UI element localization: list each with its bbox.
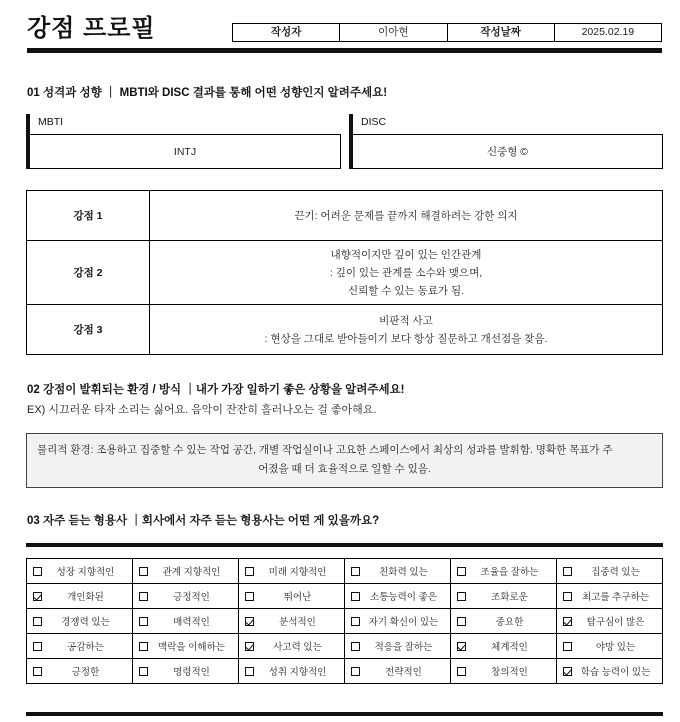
checkbox-icon[interactable] [563,567,572,576]
adjective-cell[interactable] [345,609,451,634]
adjective-cell-inner [349,584,446,608]
header-divider [27,48,662,53]
checkbox-icon[interactable] [139,617,148,626]
adjective-cell[interactable] [557,634,663,659]
adjective-label: 야망 있는 [595,642,636,653]
meta-value-date[interactable]: 2025.02.19 [554,24,661,42]
adjective-label: 성취 지향적인 [268,667,327,678]
checkbox-icon[interactable] [457,617,466,626]
adjective-label: 소통능력이 좋은 [370,592,437,603]
adjective-cell[interactable] [239,659,345,684]
adjective-label: 관계 지향적인 [162,567,221,578]
adjective-cell-inner [243,609,340,633]
adjective-grid-bottom-divider [26,712,663,716]
strength-3-key: 강점 3 [27,305,150,355]
section-02-heading: 02 강점이 발휘되는 환경 / 방식 ｜내가 가장 일하기 좋은 상황을 알려주세요! [27,384,405,396]
adjective-cell[interactable] [27,559,133,584]
checkbox-icon[interactable] [139,567,148,576]
checkbox-icon[interactable] [245,567,254,576]
adjective-cell-inner [31,659,128,683]
adjective-label: 전략적인 [385,667,422,678]
checkbox-checked-icon[interactable] [245,642,254,651]
checkbox-checked-icon[interactable] [563,617,572,626]
adjective-cell-inner [31,609,128,633]
adjective-cell-inner [455,659,552,683]
strengths-table [26,190,663,355]
checkbox-checked-icon[interactable] [33,592,42,601]
strength-3-line-1: 비판적 사고 [379,314,433,327]
checkbox-icon[interactable] [33,617,42,626]
adjective-checkbox-grid [26,558,663,684]
table-row [27,305,663,355]
strength-1-line-1: 끈기: 어려운 문제를 끝까지 해결하려는 강한 의지 [294,209,518,222]
adjective-cell-inner [31,634,128,658]
strength-2-line-3: 신뢰할 수 있는 동료가 됨. [347,284,465,297]
adjective-cell-inner [137,609,234,633]
adjective-cell[interactable] [133,609,239,634]
adjective-cell-inner [349,659,446,683]
adjective-label: 미래 지향적인 [268,567,327,578]
adjective-label: 맥락을 이해하는 [158,642,225,653]
checkbox-icon[interactable] [563,642,572,651]
adjective-cell-inner [455,559,552,583]
adjective-cell[interactable] [27,634,133,659]
adjective-label: 명령적인 [173,667,210,678]
adjective-label: 적응을 잘하는 [374,642,433,653]
adjective-cell-inner [243,634,340,658]
strength-2-key: 강점 2 [27,241,150,305]
checkbox-icon[interactable] [33,567,42,576]
adjective-cell-inner [243,584,340,608]
adjective-grid-top-divider [26,543,663,547]
adjective-cell[interactable] [345,559,451,584]
adjective-label: 친화력 있는 [379,567,428,578]
adjective-label: 최고를 추구하는 [582,592,649,603]
adjective-cell[interactable] [239,559,345,584]
strength-2-value[interactable] [150,241,663,305]
adjective-label: 조화로운 [491,592,528,603]
adjective-cell[interactable] [451,584,557,609]
checkbox-checked-icon[interactable] [563,667,572,676]
adjective-label: 집중력 있는 [591,567,640,578]
checkbox-icon[interactable] [457,592,466,601]
table-row [27,191,663,241]
adjective-label: 공감하는 [67,642,104,653]
checkbox-icon[interactable] [245,592,254,601]
checkbox-icon[interactable] [245,667,254,676]
adjective-cell[interactable] [239,584,345,609]
checkbox-icon[interactable] [351,667,360,676]
adjective-cell-inner [349,609,446,633]
document-meta-table [232,23,662,42]
disc-box [349,114,663,169]
personality-pair-group [26,114,663,169]
adjective-cell[interactable] [133,559,239,584]
adjective-cell-inner [455,634,552,658]
adjective-label: 성장 지향적인 [56,567,115,578]
adjective-label: 학습 능력이 있는 [580,667,651,678]
adjective-cell-inner [561,609,658,633]
adjective-cell-inner [137,659,234,683]
strength-3-value[interactable] [150,305,663,355]
adjective-label: 사고력 있는 [273,642,322,653]
checkbox-icon[interactable] [139,642,148,651]
adjective-cell[interactable] [345,634,451,659]
checkbox-icon[interactable] [351,642,360,651]
adjective-cell-inner [137,584,234,608]
adjective-cell-inner [243,659,340,683]
adjective-label: 매력적인 [173,617,210,628]
adjective-cell[interactable] [557,609,663,634]
checkbox-icon[interactable] [139,667,148,676]
adjective-label: 경쟁력 있는 [61,617,110,628]
adjective-cell[interactable] [557,559,663,584]
adjective-cell[interactable] [451,609,557,634]
strength-2-line-2: : 깊이 있는 관계를 소수와 맺으며, [329,266,483,279]
checkbox-icon[interactable] [33,642,42,651]
checkbox-icon[interactable] [563,592,572,601]
adjective-cell-inner [349,559,446,583]
checkbox-icon[interactable] [351,617,360,626]
strength-2-line-1: 내향적이지만 깊이 있는 인간관계 [330,248,482,261]
checkbox-icon[interactable] [139,592,148,601]
adjective-cell-inner [561,634,658,658]
page-title: 강점 프로필 [27,15,156,42]
table-row [27,559,663,584]
checkbox-icon[interactable] [351,567,360,576]
adjective-cell[interactable] [133,659,239,684]
mbti-label: MBTI [38,116,64,128]
adjective-cell[interactable] [557,659,663,684]
checkbox-icon[interactable] [457,667,466,676]
checkbox-checked-icon[interactable] [245,617,254,626]
adjective-cell-inner [349,634,446,658]
disc-value[interactable]: 신중형 © [353,134,663,169]
adjective-cell[interactable] [557,584,663,609]
adjective-cell[interactable] [27,609,133,634]
environment-answer-line-1: 물리적 환경: 조용하고 집중할 수 있는 작업 공간, 개별 작업실이나 고요한 스페이스에서 최상의 성과를 발휘함. 명확한 목표가 주 [37,444,613,456]
adjective-cell[interactable] [27,584,133,609]
section-02-example: EX) 시끄러운 타자 소리는 싫어요. 음악이 잔잔히 흘러나오는 걸 좋아해요. [27,404,377,416]
adjective-cell[interactable] [133,634,239,659]
adjective-cell[interactable] [27,659,133,684]
adjective-cell-inner [31,559,128,583]
adjective-label: 뛰어난 [283,592,312,603]
adjective-cell[interactable] [133,584,239,609]
environment-answer-box[interactable] [26,433,663,488]
table-row [27,659,663,684]
strength-3-line-2: : 현상을 그대로 받아들이기 보다 항상 질문하고 개선점을 찾음. [264,332,548,345]
adjective-cell-inner [455,609,552,633]
checkbox-icon[interactable] [33,667,42,676]
document-header [0,0,680,58]
meta-label-date: 작성날짜 [447,24,554,42]
mbti-value[interactable]: INTJ [30,134,341,169]
adjective-label: 창의적인 [491,667,528,678]
strength-1-value[interactable] [150,191,663,241]
section-03-heading: 03 자주 듣는 형용사 ｜회사에서 자주 듣는 형용사는 어떤 게 있을까요? [27,515,380,527]
adjective-cell-inner [31,584,128,608]
checkbox-icon[interactable] [351,592,360,601]
adjective-cell[interactable] [345,659,451,684]
strength-1-key: 강점 1 [27,191,150,241]
adjective-cell-inner [243,559,340,583]
checkbox-checked-icon[interactable] [457,642,466,651]
environment-answer-line-2: 어졌을 때 더 효율적으로 일할 수 있음. [258,463,431,475]
adjective-cell-inner [455,584,552,608]
table-row [27,634,663,659]
adjective-label: 자기 확신이 있는 [368,617,439,628]
adjective-cell[interactable] [451,634,557,659]
adjective-cell-inner [137,559,234,583]
adjective-cell[interactable] [345,584,451,609]
adjective-cell-inner [561,584,658,608]
adjective-label: 조율을 잘하는 [480,567,539,578]
table-row [233,24,662,42]
adjective-label: 개인화된 [67,592,104,603]
meta-value-author[interactable]: 이아현 [340,24,447,42]
adjective-cell-inner [137,634,234,658]
table-row [27,584,663,609]
adjective-cell[interactable] [451,559,557,584]
adjective-cell[interactable] [239,609,345,634]
adjective-label: 탐구심이 많은 [586,617,645,628]
meta-label-author: 작성자 [233,24,340,42]
mbti-box [26,114,341,169]
adjective-label: 중요한 [495,617,524,628]
adjective-cell-inner [561,559,658,583]
adjective-label: 긍정한 [71,667,100,678]
checkbox-icon[interactable] [457,567,466,576]
table-row [27,241,663,305]
disc-label: DISC [361,116,387,128]
table-row [27,609,663,634]
adjective-label: 긍정적인 [173,592,210,603]
adjective-cell[interactable] [451,659,557,684]
adjective-label: 분석적인 [279,617,316,628]
section-01-heading: 01 성격과 성향 ｜ MBTI와 DISC 결과를 통해 어떤 성향인지 알려주세요! [27,87,388,99]
adjective-label: 체계적인 [491,642,528,653]
adjective-cell-inner [561,659,658,683]
adjective-cell[interactable] [239,634,345,659]
